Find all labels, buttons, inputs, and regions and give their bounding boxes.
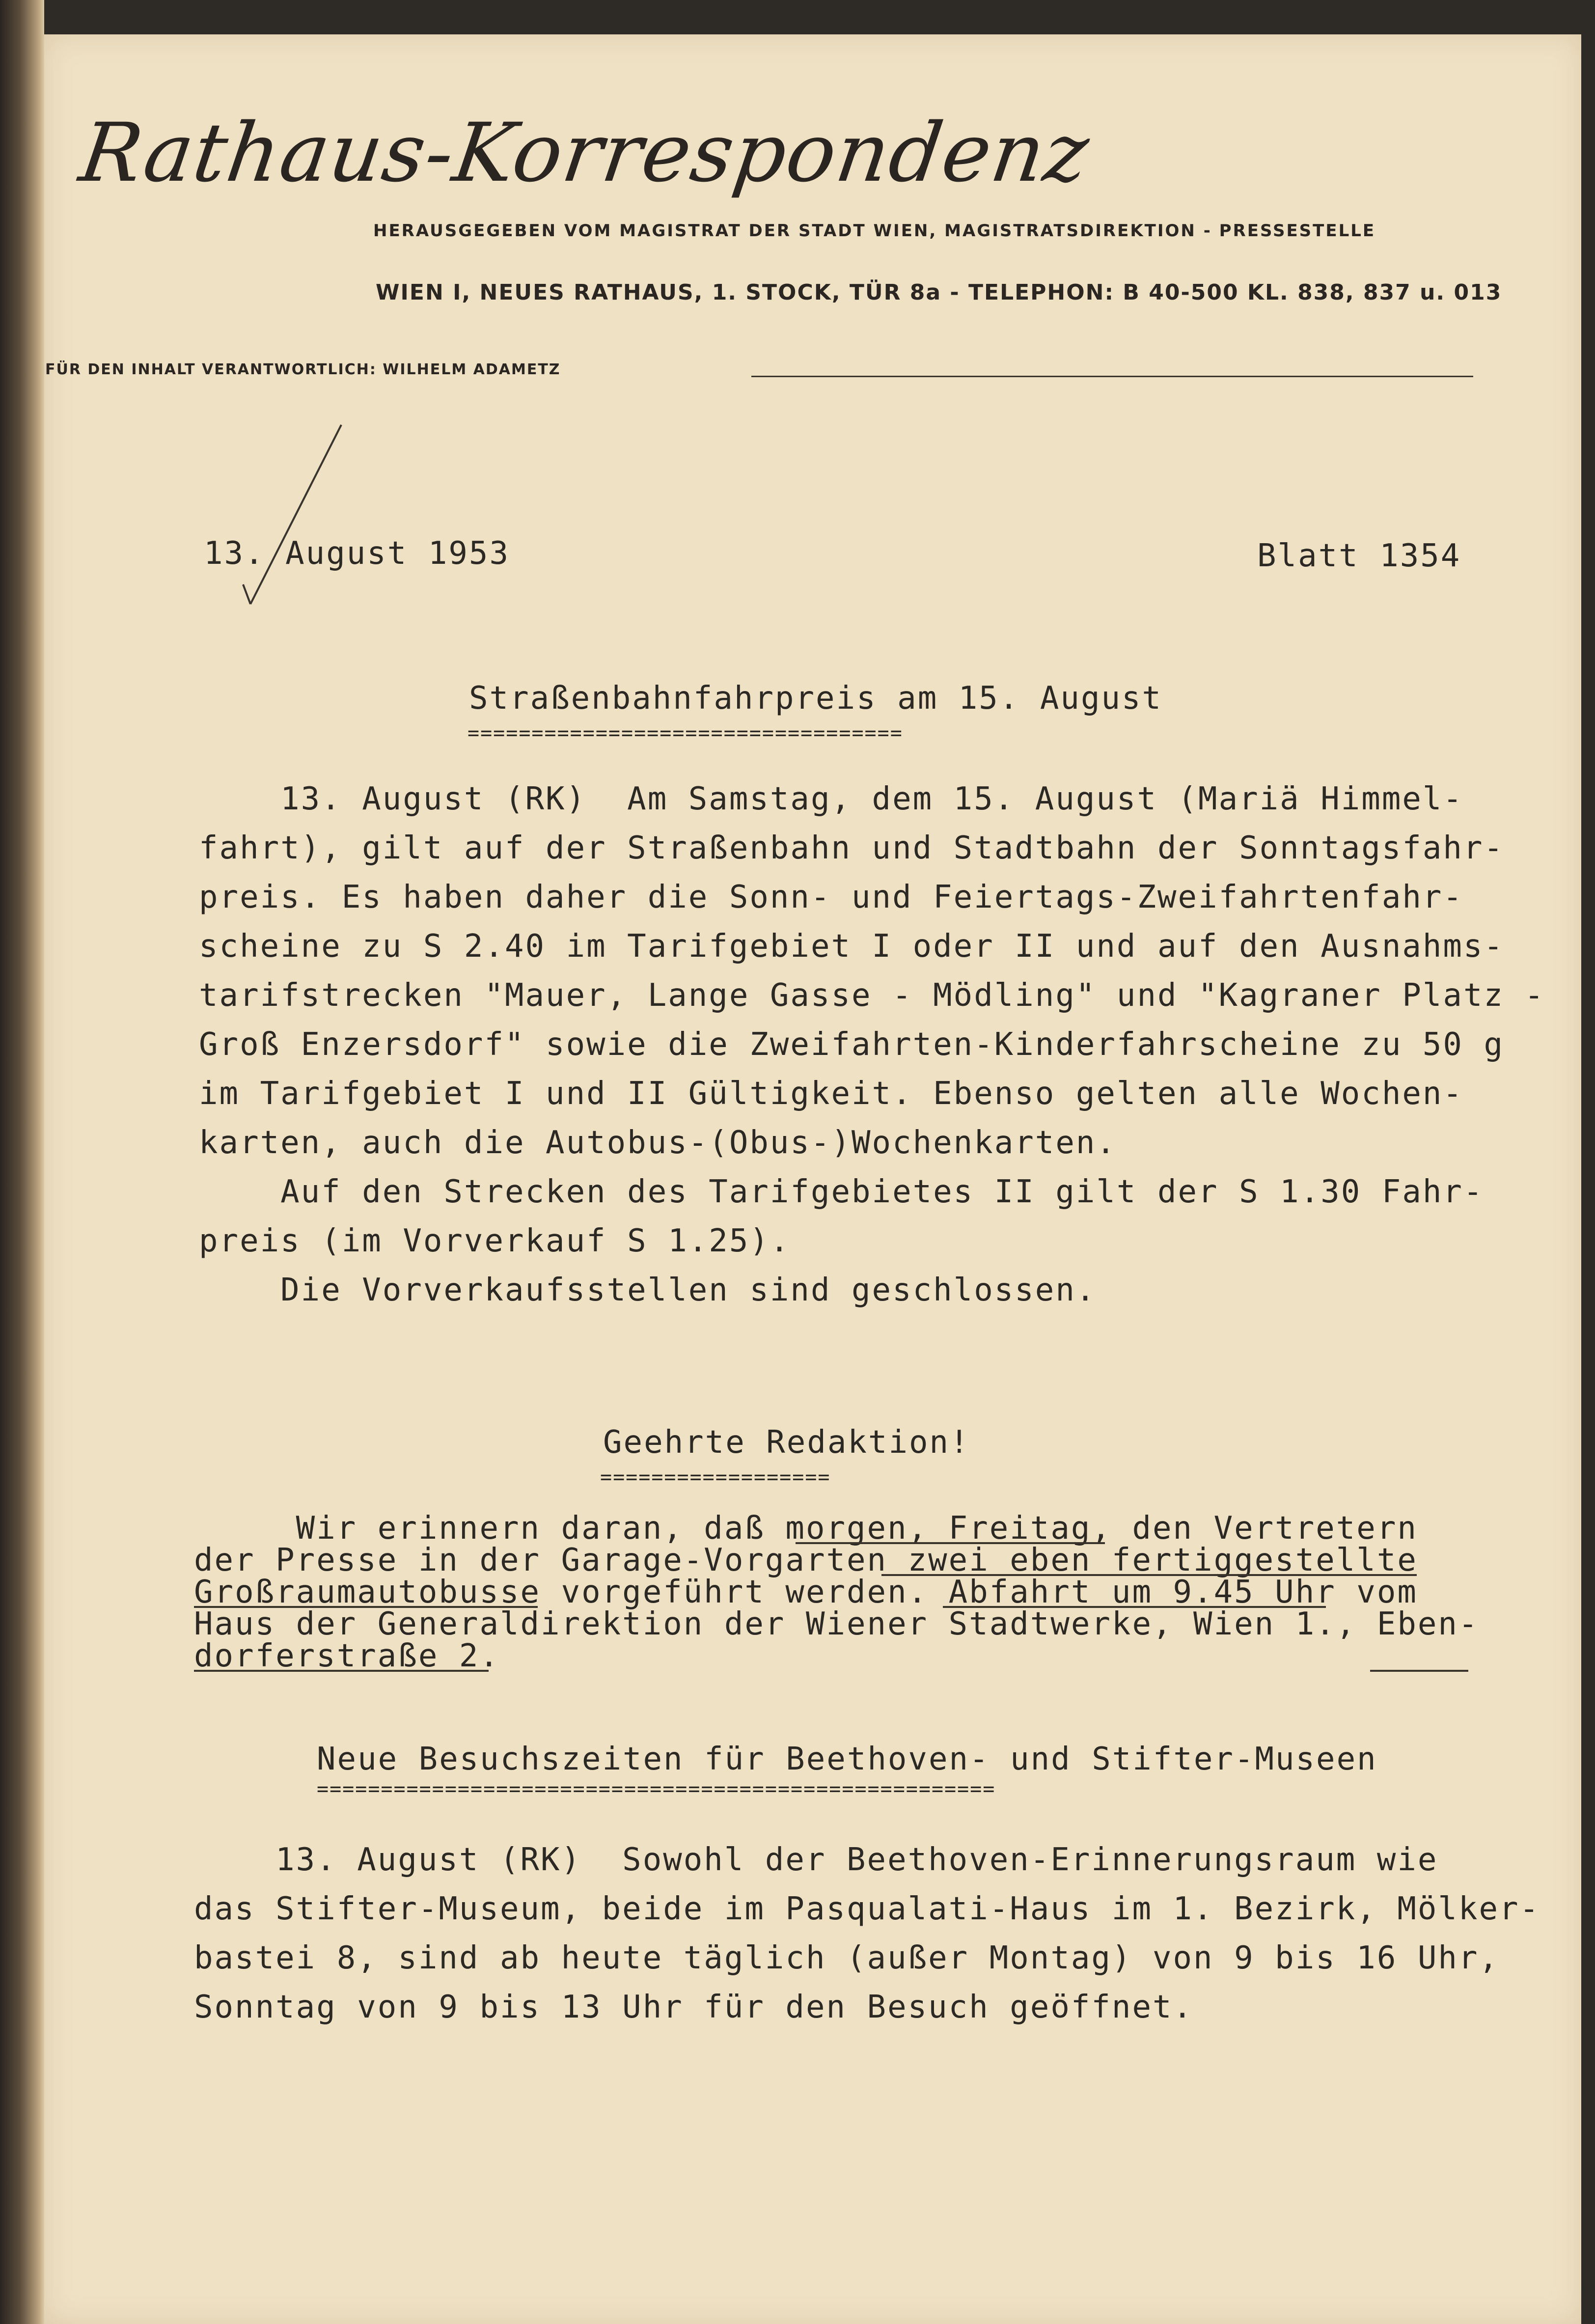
underline-autobusse xyxy=(881,1574,1417,1576)
responsible-rule xyxy=(751,376,1473,377)
underline-ebendorferstrasse-2 xyxy=(194,1670,489,1672)
section2-line: der Presse in der Garage-Vorgarten zwei eben fertiggestellte xyxy=(194,1542,1418,1578)
handwritten-check-mark xyxy=(231,422,344,609)
section3-underline: ===================================================== xyxy=(317,1778,996,1800)
section3-line: bastei 8, sind ab heute täglich (außer Montag) von 9 bis 16 Uhr, xyxy=(194,1940,1499,1976)
section3-line: das Stifter-Museum, beide im Pasqualati-Haus im 1. Bezirk, Mölker- xyxy=(194,1891,1540,1927)
section1-title: Straßenbahnfahrpreis am 15. August xyxy=(469,680,1163,717)
underline-ebendorferstrasse xyxy=(1370,1670,1468,1672)
section2-line: dorferstraße 2. xyxy=(194,1638,500,1674)
section1-line: im Tarifgebiet I und II Gültigkeit. Ebenso gelten alle Wochen- xyxy=(199,1076,1463,1112)
section2-line: Haus der Generaldirektion der Wiener Stadtwerke, Wien 1., Eben- xyxy=(194,1606,1479,1642)
underline-grossraumautobusse xyxy=(194,1606,538,1608)
section1-line: preis (im Vorverkauf S 1.25). xyxy=(199,1223,791,1259)
section1-underline: ================================== xyxy=(468,722,903,745)
section2-line: Wir erinnern daran, daß morgen, Freitag, den Vertretern xyxy=(194,1510,1418,1547)
document-date: 13. August 1953 xyxy=(204,535,510,572)
section1-line: scheine zu S 2.40 im Tarifgebiet I oder II und auf den Ausnahms- xyxy=(199,928,1504,965)
underline-abfahrt xyxy=(943,1606,1326,1608)
section2-title: Geehrte Redaktion! xyxy=(603,1424,970,1461)
section1-line: tarifstrecken "Mauer, Lange Gasse - Mödling" und "Kagraner Platz - xyxy=(199,977,1545,1014)
underline-morgen-freitag xyxy=(796,1542,1105,1544)
section2-underline: ================== xyxy=(600,1466,831,1489)
section2-line: Großraumautobusse vorgeführt werden. Abfahrt um 9.45 Uhr vom xyxy=(194,1574,1418,1610)
sheet-number: Blatt 1354 xyxy=(1257,538,1461,574)
section1-line: preis. Es haben daher die Sonn- und Feiertags-Zweifahrtenfahr- xyxy=(199,879,1463,915)
section1-line: Groß Enzersdorf" sowie die Zweifahrten-Kinderfahrscheine zu 50 g xyxy=(199,1026,1504,1063)
section1-line: 13. August (RK) Am Samstag, dem 15. August (Mariä Himmel- xyxy=(199,781,1463,817)
letterhead-title: Rathaus-Korrespondenz xyxy=(74,106,1096,200)
letterhead-publisher: HERAUSGEGEBEN VOM MAGISTRAT DER STADT WIEN, MAGISTRATSDIREKTION - PRESSESTELLE xyxy=(373,221,1376,241)
section3-line: Sonntag von 9 bis 13 Uhr für den Besuch geöffnet. xyxy=(194,1989,1194,2025)
section1-line: karten, auch die Autobus-(Obus-)Wochenkarten. xyxy=(199,1125,1117,1161)
section3-line: 13. August (RK) Sowohl der Beethoven-Erinnerungsraum wie xyxy=(194,1842,1438,1878)
binding-edge xyxy=(0,0,44,2324)
section3-title: Neue Besuchszeiten für Beethoven- und Stifter-Museen xyxy=(317,1741,1377,1777)
section1-line: fahrt), gilt auf der Straßenbahn und Stadtbahn der Sonntagsfahr- xyxy=(199,830,1504,866)
section1-line: Auf den Strecken des Tarifgebietes II gilt der S 1.30 Fahr- xyxy=(199,1174,1484,1210)
letterhead-responsible: FÜR DEN INHALT VERANTWORTLICH: WILHELM ADAMETZ xyxy=(45,361,561,378)
letterhead-address: WIEN I, NEUES RATHAUS, 1. STOCK, TÜR 8a - TELEPHON: B 40-500 KL. 838, 837 u. 013 xyxy=(376,280,1502,305)
section1-line: Die Vorverkaufsstellen sind geschlossen. xyxy=(199,1272,1097,1308)
